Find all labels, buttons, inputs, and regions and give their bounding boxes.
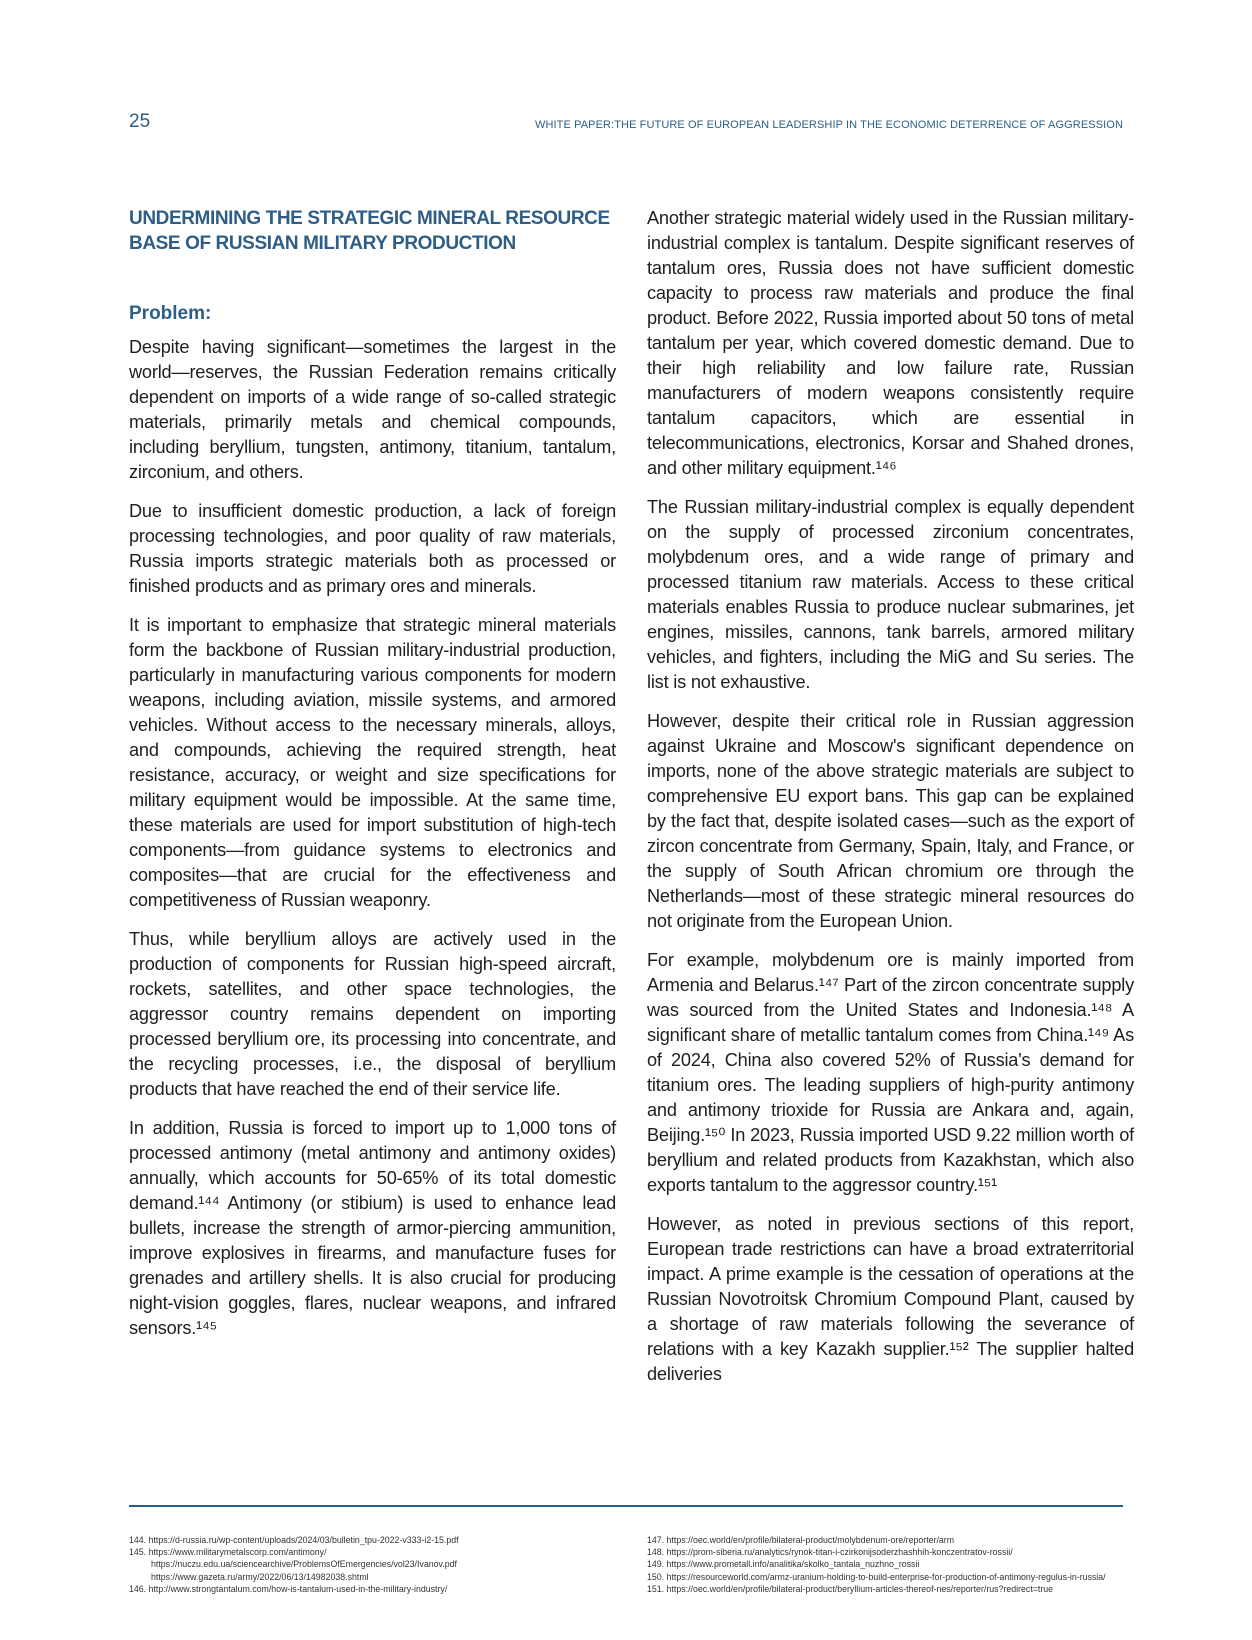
footnote[interactable]: 146. http://www.strongtantalum.com/how-is-tantalum-used-in-the-military-industry/ (129, 1583, 448, 1594)
paragraph: It is important to emphasize that strategic mineral materials form the backbone of Russian military-industrial production, particularly in manufacturing various components for modern weapons, including aviation, missile systems, and armored vehicles. Without access to the necessary minerals, alloys, and compounds, achieving the required strength, heat resistance, accuracy, or weight and size specifications for military equipment would be impossible. At the same time, these materials are used for import substitution of high-tech components—from guidance systems to electronics and composites—that are crucial for the effectiveness and competitiveness of Russian weaponry. (129, 615, 616, 910)
section-heading: UNDERMINING THE STRATEGIC MINERAL RESOURCE BASE OF RUSSIAN MILITARY PRODUCTION (129, 208, 610, 254)
paragraph: The Russian military-industrial complex is equally dependent on the supply of processed zirconium concentrates, molybdenum ores, and a wide range of primary and processed titanium raw materials. Access to these critical materials enables Russia to produce nuclear submarines, jet engines, missiles, cannons, tank barrels, armored military vehicles, and fighters, including the MiG and Su series. The list is not exhaustive. (647, 497, 1134, 692)
footnote[interactable]: 150. https://resourceworld.com/armz-uranium-holding-to-build-enterprise-for-production-of-antimony-regulus-in-russia/ (647, 1571, 1106, 1582)
problem-subheading: Problem: (129, 303, 212, 324)
paragraph: However, as noted in previous sections of this report, European trade restrictions can have a broad extraterritorial impact. A prime example is the cessation of operations at the Russian Novotroitsk Chromium Compound Plant, caused by a shortage of raw materials following the severance of relations with a key Kazakh supplier.¹⁵² The supplier halted deliveries (647, 1214, 1134, 1384)
footnote-divider (129, 1505, 1123, 1507)
left-column (129, 206, 616, 1355)
footnotes-right (647, 1534, 1137, 1595)
paragraph: Due to insufficient domestic production, a lack of foreign processing technologies, and poor quality of raw materials, Russia imports strategic materials both as processed or finished products and as primary ores and minerals. (129, 501, 616, 596)
footnotes-left (129, 1534, 619, 1595)
footnote[interactable]: 151. https://oec.world/en/profile/bilateral-product/beryllium-articles-thereof-nes/reporter/rus?redirect=true (647, 1583, 1054, 1594)
paragraph: In addition, Russia is forced to import up to 1,000 tons of processed antimony (metal antimony and antimony oxides) annually, which accounts for 50-65% of its total domestic demand.¹⁴⁴ Antimony (or stibium) is used to enhance lead bullets, increase the strength of armor-piercing ammunition, improve explosives in firearms, and manufacture fuses for grenades and artillery shells. It is also crucial for producing night-vision goggles, flares, nuclear weapons, and infrared sensors.¹⁴⁵ (129, 1118, 616, 1338)
footnote[interactable]: https://nuczu.edu.ua/sciencearchive/ProblemsOfEmergencies/vol23/Ivanov.pdf (151, 1559, 457, 1570)
footnote[interactable]: 144. https://d-russia.ru/wp-content/uploads/2024/03/bulletin_tpu-2022-v333-i2-15.pdf (129, 1535, 459, 1545)
paragraph: Another strategic material widely used in the Russian military-industrial complex is tantalum. Despite significant reserves of tantalum ores, Russia does not have sufficient domestic capacity to process raw materials and produce the final product. Before 2022, Russia imported about 50 tons of metal tantalum per year, which covered domestic demand. Due to their high reliability and low failure rate, Russian manufacturers of modern weapons consistently require tantalum capacitors, which are essential in telecommunications, electronics, Korsar and Shahed drones, and other military equipment.¹⁴⁶ (647, 208, 1134, 478)
paragraph: For example, molybdenum ore is mainly imported from Armenia and Belarus.¹⁴⁷ Part of the zircon concentrate supply was sourced from the United States and Indonesia.¹⁴⁸ A significant share of metallic tantalum comes from China.¹⁴⁹ As of 2024, China also covered 52% of Russia's demand for titanium ores. The leading suppliers of high-purity antimony and antimony trioxide for Russia are Ankara and, again, Beijing.¹⁵⁰ In 2023, Russia imported USD 9.22 million worth of beryllium and related products from Kazakhstan, which also exports tantalum to the aggressor country.¹⁵¹ (647, 950, 1134, 1195)
paragraph: However, despite their critical role in Russian aggression against Ukraine and Moscow's significant dependence on imports, none of the above strategic materials are subject to comprehensive EU export bans. This gap can be explained by the fact that, despite isolated cases—such as the export of zircon concentrate from Germany, Spain, Italy, and France, or the supply of South African chromium ore through the Netherlands—most of these strategic mineral resources do not originate from the European Union. (647, 711, 1134, 931)
right-column (647, 206, 1134, 1401)
paragraph: Thus, while beryllium alloys are actively used in the production of components for Russian high-speed aircraft, rockets, satellites, and other space technologies, the aggressor country remains dependent on importing processed beryllium ore, its processing into concentrate, and the recycling processes, i.e., the disposal of beryllium products that have reached the end of their service life. (129, 929, 616, 1099)
footnote[interactable]: 147. https://oec.world/en/profile/bilateral-product/molybdenum-ore/reporter/arm (647, 1535, 955, 1545)
running-header: WHITE PAPER:THE FUTURE OF EUROPEAN LEADERSHIP IN THE ECONOMIC DETERRENCE OF AGGRESSION (534, 119, 1123, 131)
footnote[interactable]: 145. https://www.militarymetalscorp.com/antimony/ (129, 1547, 327, 1558)
footnote[interactable]: 149. https://www.prometall.info/analitika/skolko_tantala_nuzhno_rossii (647, 1559, 920, 1570)
footnote[interactable]: https://www.gazeta.ru/army/2022/06/13/14982038.shtml (151, 1571, 369, 1582)
page-number: 25 (129, 111, 151, 132)
paragraph: Despite having significant—sometimes the largest in the world—reserves, the Russian Federation remains critically dependent on imports of a wide range of so-called strategic materials, primarily metals and chemical compounds, including beryllium, tungsten, antimony, titanium, tantalum, zirconium, and others. (129, 337, 616, 482)
footnote[interactable]: 148. https://prom-siberia.ru/analytics/rynok-titan-i-czirkonijsoderzhashhih-konczentratov-rossii/ (647, 1547, 1013, 1558)
